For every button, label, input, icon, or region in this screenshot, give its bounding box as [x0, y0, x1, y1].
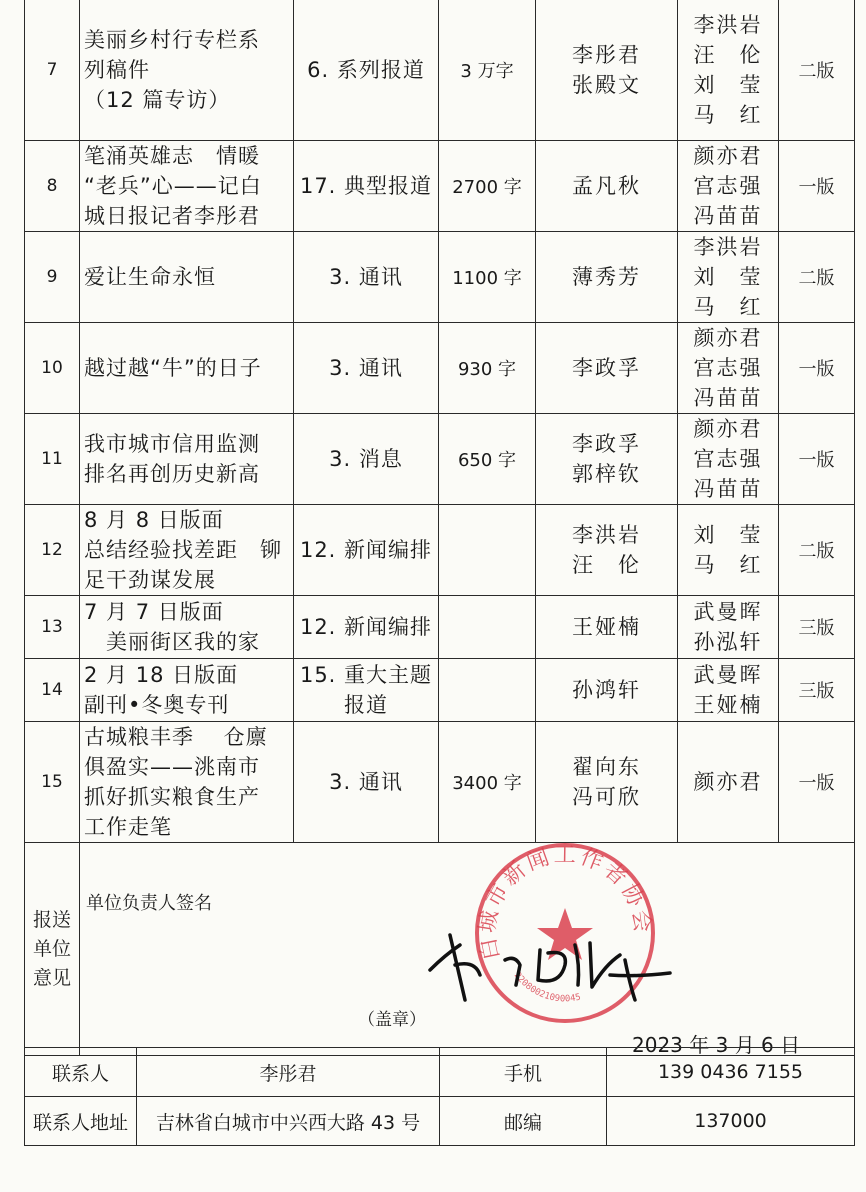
- entry-word-count: [439, 505, 536, 596]
- zip-code: 137000: [607, 1097, 855, 1146]
- opinion-label: 报送 单位 意见: [25, 843, 80, 1056]
- entry-title: [80, 414, 294, 505]
- entry-authors: [536, 232, 678, 323]
- text-line: 列稿件: [84, 57, 150, 82]
- entry-authors: [536, 414, 678, 505]
- phone-number: 139 0436 7155: [607, 1048, 855, 1097]
- entry-authors: [536, 722, 678, 843]
- zip-label: 邮编: [440, 1097, 607, 1146]
- text-line: 李政孚: [572, 356, 641, 380]
- text-line: 颜亦君: [693, 770, 763, 794]
- text-line: 冯苗苗: [693, 386, 763, 410]
- text-line: 孙泓轩: [693, 630, 763, 654]
- contact-row-person: [25, 1048, 855, 1097]
- text-line: 李洪岩: [572, 523, 641, 547]
- text-line: 3. 通讯: [329, 356, 403, 380]
- text-line: 12. 新闻编排: [299, 615, 433, 639]
- text-line: 3. 通讯: [329, 770, 403, 794]
- table-row: [25, 505, 855, 596]
- entry-number: 10: [25, 323, 80, 414]
- entry-editors: [678, 232, 779, 323]
- entry-word-count: 2700 字: [439, 141, 536, 232]
- entries-table: [24, 0, 855, 1056]
- text-line: 宫志强: [693, 356, 763, 380]
- table-row: [25, 722, 855, 843]
- text-line: 总结经验找差距 铆: [84, 538, 282, 562]
- text-line: 7 月 7 日版面: [84, 600, 224, 624]
- entry-editors: [678, 0, 779, 141]
- text-line: 刘 莹: [693, 265, 763, 289]
- entry-word-count: 930 字: [439, 323, 536, 414]
- entry-category: [294, 505, 439, 596]
- text-line: 越过越“牛”的日子: [84, 356, 262, 380]
- text-line: 古城粮丰季 仓廪: [84, 725, 268, 749]
- text-line: 薄秀芳: [572, 265, 641, 289]
- entry-category: [294, 232, 439, 323]
- text-line: 冯苗苗: [693, 477, 763, 501]
- text-line: 宫志强: [693, 447, 763, 471]
- entry-authors: [536, 0, 678, 141]
- entry-page: 二版: [779, 505, 855, 596]
- entry-number: 11: [25, 414, 80, 505]
- text-line: 颜亦君: [693, 417, 763, 441]
- text-line: 马 红: [693, 102, 763, 127]
- entry-page: 二版: [779, 232, 855, 323]
- text-line: 武曼晖: [693, 600, 763, 624]
- entry-editors: [678, 323, 779, 414]
- text-line: 15. 重大主题: [299, 663, 433, 687]
- text-line: 宫志强: [693, 174, 763, 198]
- table-row: [25, 232, 855, 323]
- entry-word-count: 650 字: [439, 414, 536, 505]
- text-line: 张殿文: [572, 72, 641, 97]
- entry-editors: [678, 596, 779, 659]
- table-row: [25, 0, 855, 141]
- entry-editors: [678, 659, 779, 722]
- entry-number: 9: [25, 232, 80, 323]
- table-row: [25, 414, 855, 505]
- entry-page: 一版: [779, 141, 855, 232]
- text-line: 李洪岩: [693, 12, 763, 37]
- text-line: 3. 通讯: [329, 265, 403, 289]
- entry-category: [294, 722, 439, 843]
- text-line: “老兵”心——记白: [84, 174, 262, 198]
- text-line: 8 月 8 日版面: [84, 508, 224, 532]
- text-line: 颜亦君: [693, 326, 763, 350]
- contact-person: 李彤君: [137, 1048, 440, 1097]
- text-line: 副刊•冬奥专刊: [84, 693, 230, 717]
- text-line: 2 月 18 日版面: [84, 663, 239, 687]
- entry-title: [80, 659, 294, 722]
- text-line: 17. 典型报道: [299, 174, 433, 198]
- address-label: 联系人地址: [25, 1097, 137, 1146]
- entry-editors: [678, 414, 779, 505]
- entry-word-count: 3400 字: [439, 722, 536, 843]
- text-line: 12. 新闻编排: [299, 538, 433, 562]
- entry-page: 一版: [779, 414, 855, 505]
- entry-number: 7: [25, 0, 80, 141]
- opinion-date: 2023 年 3 月 6 日: [632, 1033, 801, 1057]
- entry-title: [80, 596, 294, 659]
- table-row: [25, 596, 855, 659]
- text-line: 3. 消息: [329, 447, 403, 471]
- entry-authors: [536, 596, 678, 659]
- text-line: 城日报记者李彤君: [84, 204, 260, 228]
- text-line: 马 红: [693, 553, 763, 577]
- table-row: [25, 141, 855, 232]
- handwritten-signature: [420, 905, 680, 1015]
- text-line: 足干劲谋发展: [84, 568, 216, 592]
- text-line: 笔涌英雄志 情暖: [84, 144, 260, 168]
- text-line: 李洪岩: [693, 235, 763, 259]
- entry-number: 8: [25, 141, 80, 232]
- entry-word-count: [439, 659, 536, 722]
- text-line: 翟向东: [572, 755, 641, 779]
- entry-number: 13: [25, 596, 80, 659]
- text-line: 李政孚: [572, 432, 641, 456]
- entry-authors: [536, 659, 678, 722]
- text-line: 冯苗苗: [693, 204, 763, 228]
- contact-table: [24, 1047, 855, 1146]
- entry-number: 15: [25, 722, 80, 843]
- text-line: 抓好抓实粮食生产: [84, 785, 260, 809]
- text-line: 武曼晖: [693, 663, 763, 687]
- text-line: 刘 莹: [693, 523, 763, 547]
- entry-title: [80, 141, 294, 232]
- svg-text:22080021090045: 22080021090045: [511, 970, 582, 1005]
- entry-category: [294, 659, 439, 722]
- entry-editors: [678, 505, 779, 596]
- entry-word-count: [439, 596, 536, 659]
- contact-row-address: [25, 1097, 855, 1146]
- table-row: [25, 323, 855, 414]
- entry-page: 一版: [779, 323, 855, 414]
- entry-page: 三版: [779, 596, 855, 659]
- entry-category: [294, 414, 439, 505]
- text-line: 爱让生命永恒: [84, 265, 216, 289]
- address: 吉林省白城市中兴西大路 43 号: [137, 1097, 440, 1146]
- entry-word-count: 3 万字: [439, 0, 536, 141]
- text-line: 排名再创历史新高: [84, 462, 260, 486]
- text-line: 孙鸿轩: [572, 678, 641, 702]
- entry-title: [80, 232, 294, 323]
- text-line: 孟凡秋: [572, 174, 641, 198]
- entry-editors: [678, 141, 779, 232]
- svg-text:白城市新闻工作者协会: 白城市新闻工作者协会: [475, 842, 655, 963]
- signature-label: 单位负责人签名: [86, 893, 212, 914]
- entry-category: [294, 141, 439, 232]
- phone-label: 手机: [440, 1048, 607, 1097]
- entry-word-count: 1100 字: [439, 232, 536, 323]
- text-line: 汪 伦: [572, 553, 641, 577]
- text-line: 刘 莹: [693, 72, 763, 97]
- entry-page: 三版: [779, 659, 855, 722]
- text-line: 颜亦君: [693, 144, 763, 168]
- entry-page: 一版: [779, 722, 855, 843]
- entry-title: [80, 323, 294, 414]
- text-line: 郭梓钦: [572, 462, 641, 486]
- seal-note: （盖章）: [358, 1010, 426, 1030]
- text-line: （12 篇专访）: [84, 87, 231, 112]
- text-line: 我市城市信用监测: [84, 432, 260, 456]
- table-row: [25, 659, 855, 722]
- text-line: 报道: [344, 693, 388, 717]
- entry-category: [294, 596, 439, 659]
- text-line: 工作走笔: [84, 815, 172, 839]
- entry-title: [80, 505, 294, 596]
- text-line: 李彤君: [572, 42, 641, 67]
- entry-authors: [536, 505, 678, 596]
- entry-page: 二版: [779, 0, 855, 141]
- entry-authors: [536, 323, 678, 414]
- text-line: 冯可欣: [572, 785, 641, 809]
- text-line: 王娅楠: [693, 693, 763, 717]
- entry-category: [294, 323, 439, 414]
- entry-title: [80, 0, 294, 141]
- entry-title: [80, 722, 294, 843]
- entry-authors: [536, 141, 678, 232]
- entry-number: 14: [25, 659, 80, 722]
- text-line: 6. 系列报道: [307, 57, 425, 82]
- contact-person-label: 联系人: [25, 1048, 137, 1097]
- text-line: 美丽乡村行专栏系: [84, 27, 260, 52]
- text-line: 王娅楠: [572, 615, 641, 639]
- text-line: 美丽街区我的家: [84, 630, 260, 654]
- entry-category: [294, 0, 439, 141]
- text-line: 马 红: [693, 295, 763, 319]
- entry-editors: [678, 722, 779, 843]
- entry-number: 12: [25, 505, 80, 596]
- text-line: 俱盈实——洮南市: [84, 755, 260, 779]
- text-line: 汪 伦: [693, 42, 763, 67]
